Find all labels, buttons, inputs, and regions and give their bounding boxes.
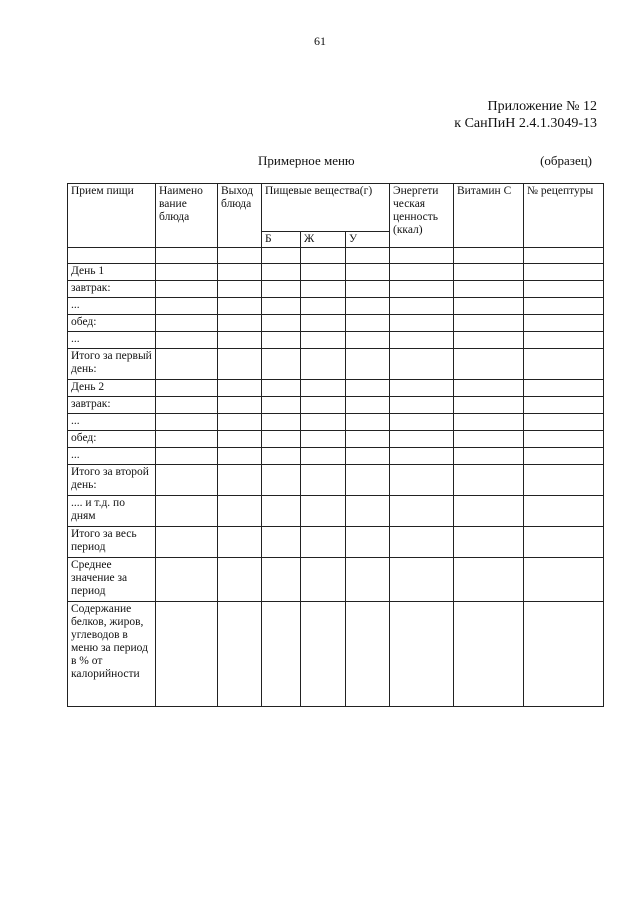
empty-cell [390,414,454,431]
empty-cell [346,298,390,315]
empty-cell [301,448,346,465]
empty-cell [156,332,218,349]
empty-cell [390,496,454,527]
empty-cell [262,349,301,380]
empty-cell [454,465,524,496]
empty-cell [346,281,390,298]
table-row [68,448,604,465]
page-number: 61 [314,34,326,48]
empty-cell [262,298,301,315]
appendix-regulation: к СанПиН 2.4.1.3049-13 [454,116,597,131]
empty-cell [524,397,604,414]
empty-cell [218,397,262,414]
empty-cell [346,448,390,465]
empty-cell [524,332,604,349]
header-row [68,184,604,232]
empty-cell [218,281,262,298]
empty-cell [262,332,301,349]
empty-cell [262,527,301,558]
empty-cell [218,264,262,281]
empty-cell [262,558,301,602]
header-meal: Прием пищи [68,184,156,248]
row-label: Итого за первый день: [68,349,156,380]
empty-cell [262,496,301,527]
empty-cell [454,264,524,281]
empty-cell [301,281,346,298]
row-label: обед: [68,315,156,332]
row-label: Итого за второй день: [68,465,156,496]
appendix-reference [454,98,597,132]
header-dish-name: Наимено вание блюда [156,184,218,248]
empty-cell [218,380,262,397]
row-label: .... и т.д. по дням [68,496,156,527]
table-row [68,298,604,315]
empty-cell [454,448,524,465]
empty-cell [156,527,218,558]
empty-cell [301,496,346,527]
empty-cell [524,315,604,332]
empty-cell [454,332,524,349]
row-label: День 2 [68,380,156,397]
empty-cell [524,380,604,397]
empty-cell [390,431,454,448]
row-label: ... [68,414,156,431]
empty-cell [524,496,604,527]
empty-cell [156,397,218,414]
table-row [68,465,604,496]
empty-cell [156,448,218,465]
empty-cell [156,380,218,397]
empty-cell [262,431,301,448]
empty-cell [218,248,262,264]
empty-cell [346,349,390,380]
row-label: ... [68,448,156,465]
empty-cell [346,380,390,397]
empty-cell [262,602,301,707]
empty-cell [262,248,301,264]
empty-cell [454,397,524,414]
row-label: Итого за весь период [68,527,156,558]
empty-cell [218,414,262,431]
empty-cell [218,496,262,527]
row-label: ... [68,298,156,315]
sample-label: (образец) [540,153,592,168]
table-row [68,397,604,414]
empty-cell [218,349,262,380]
empty-cell [454,281,524,298]
empty-cell [454,298,524,315]
header-protein: Б [262,232,301,248]
empty-cell [454,248,524,264]
table-row [68,431,604,448]
empty-cell [454,602,524,707]
table-row [68,281,604,298]
empty-cell [454,414,524,431]
table-row [68,527,604,558]
table-row [68,602,604,707]
empty-cell [524,248,604,264]
empty-cell [524,264,604,281]
empty-cell [524,281,604,298]
empty-cell [346,431,390,448]
empty-cell [346,465,390,496]
empty-cell [301,349,346,380]
empty-cell [390,448,454,465]
empty-cell [454,496,524,527]
empty-cell [262,414,301,431]
empty-cell [301,602,346,707]
empty-cell [346,315,390,332]
empty-cell [301,414,346,431]
empty-cell [454,349,524,380]
row-label: обед: [68,431,156,448]
empty-cell [390,281,454,298]
empty-cell [218,602,262,707]
empty-cell [390,465,454,496]
empty-cell [346,602,390,707]
row-label: завтрак: [68,281,156,298]
empty-cell [390,397,454,414]
empty-cell [262,380,301,397]
empty-cell [390,298,454,315]
empty-cell [301,315,346,332]
row-label: Содержание белков, жиров, углеводов в меню за период в % от калорийности [68,602,156,707]
empty-cell [454,380,524,397]
empty-cell [390,264,454,281]
appendix-number: Приложение № 12 [487,99,597,114]
empty-cell [346,558,390,602]
empty-cell [346,248,390,264]
row-label [68,248,156,264]
empty-cell [524,298,604,315]
empty-cell [524,448,604,465]
empty-cell [524,431,604,448]
empty-cell [156,298,218,315]
empty-cell [262,465,301,496]
empty-cell [156,349,218,380]
empty-cell [346,496,390,527]
table-row [68,264,604,281]
empty-cell [524,349,604,380]
empty-cell [156,414,218,431]
empty-cell [301,397,346,414]
header-nutrients: Пищевые вещества(г) [262,184,390,232]
empty-cell [390,349,454,380]
empty-cell [218,315,262,332]
menu-table [67,183,604,707]
table-row [68,248,604,264]
empty-cell [454,431,524,448]
empty-cell [346,264,390,281]
empty-cell [301,431,346,448]
table-row [68,332,604,349]
empty-cell [301,264,346,281]
empty-cell [301,298,346,315]
empty-cell [156,558,218,602]
empty-cell [262,281,301,298]
empty-cell [524,465,604,496]
empty-cell [346,332,390,349]
table-row [68,558,604,602]
table-row [68,380,604,397]
empty-cell [390,527,454,558]
empty-cell [346,414,390,431]
empty-cell [301,332,346,349]
empty-cell [390,380,454,397]
empty-cell [156,496,218,527]
table-row [68,315,604,332]
empty-cell [156,315,218,332]
empty-cell [301,380,346,397]
table-row [68,496,604,527]
row-label: Среднее значение за период [68,558,156,602]
empty-cell [218,465,262,496]
empty-cell [156,248,218,264]
empty-cell [346,397,390,414]
empty-cell [390,248,454,264]
empty-cell [218,332,262,349]
empty-cell [390,315,454,332]
empty-cell [524,414,604,431]
empty-cell [301,465,346,496]
empty-cell [156,465,218,496]
empty-cell [218,448,262,465]
empty-cell [218,527,262,558]
empty-cell [524,558,604,602]
empty-cell [454,558,524,602]
row-label: завтрак: [68,397,156,414]
empty-cell [156,431,218,448]
header-fat: Ж [301,232,346,248]
empty-cell [390,602,454,707]
header-energy: Энергети ческая ценность (ккал) [390,184,454,248]
header-carbs: У [346,232,390,248]
empty-cell [156,602,218,707]
empty-cell [262,448,301,465]
empty-cell [262,264,301,281]
empty-cell [262,397,301,414]
empty-cell [524,527,604,558]
empty-cell [218,558,262,602]
empty-cell [454,527,524,558]
empty-cell [301,248,346,264]
document-title: Примерное меню [258,153,355,168]
empty-cell [454,315,524,332]
empty-cell [262,315,301,332]
empty-cell [301,558,346,602]
empty-cell [301,527,346,558]
empty-cell [156,264,218,281]
empty-cell [218,298,262,315]
empty-cell [218,431,262,448]
empty-cell [524,602,604,707]
table-row [68,349,604,380]
header-vitamin-c: Витамин С [454,184,524,248]
empty-cell [390,558,454,602]
empty-cell [346,527,390,558]
row-label: ... [68,332,156,349]
header-yield: Выход блюда [218,184,262,248]
table-row [68,414,604,431]
header-recipe-no: № рецептуры [524,184,604,248]
row-label: День 1 [68,264,156,281]
empty-cell [390,332,454,349]
empty-cell [156,281,218,298]
